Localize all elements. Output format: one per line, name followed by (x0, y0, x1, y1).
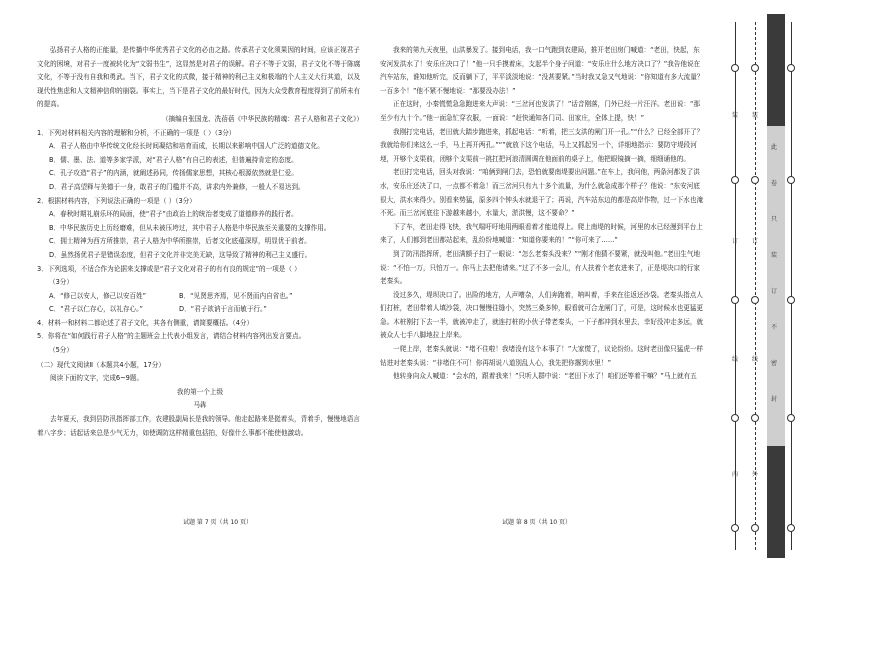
story-paragraph: 正在这时，小秦慌慌急急跑进来大声说：“三岔河也发洪了！”话音刚落，门外已经一片汪洋。老田说：“那至少有九十个。”他一面急忙穿衣服，一面说：“赶快通知各门司、田家庄，全体上提，快！” (380, 100, 700, 122)
q1-option-a: A．君子人格由中华传统文化经长时间凝结和培育而成，长期以来影响中国人广泛的道德文化。 (49, 142, 324, 151)
q2-option-d: D．虽然扬优君子是错误态度，但君子文化并非完美无缺，这导致了精神的利己主义盛行。 (49, 250, 312, 259)
intro-paragraph: 弘扬君子人格的正能量，是传播中华优秀君子文化的必由之路。传承君子文化须果因的时间，应该正视君子文化的困境，对君子一度被转化为“文弱书生”，这显然是对君子的误解。君子不等于文弱，君子文化不等于陈腐文化，不等于没有自我和勇武。当下，君子文化的式微，接于精神的利己主义和极端的个人主义大行其道，以及现代性焦虑和人文精神信仰的崩裂。事实上，当下是君子文化的最好时代，因为大众受教育程度得到了前所未有的提高。 (37, 46, 361, 109)
q2-option-a: A．春秋时期礼崩乐坏的局面，使“君子”由政治上的统治者变成了道德修养的践行者。 (49, 210, 298, 219)
binding-hole (787, 524, 795, 532)
reading-instruction: 阅读下面的文字，完成6~9题。 (50, 374, 144, 383)
q3-option-a: A．“修己以安人，修己以安百姓” (49, 291, 147, 300)
q2-option-b: B．中华民族历史上历经磨难，但从未被压垮过，其中君子人格是中华民族至关重要的支撑作用。 (49, 223, 331, 232)
story-paragraph: 没过多久，堤坝决口了。出险的地方，人声嘈杂，人们奔跑着，呐叫着，手来在往返还沙袋。老秦头指点人们打桩，老田带着人填沙袋，决口慢慢往缝小，突然三桑多钟，眼看就可合龙闸门了，可是，这时候水也更猛更急。木桩刚打下去一半，就被冲走了，就连打桩的小伙子带老秦头，一下子都冲到水里去，幸好没冲走多远，就被众人七手八脚地拉上岸来。 (380, 290, 704, 340)
band-label-char: 封 (771, 396, 778, 403)
binding-char: 装 (732, 112, 739, 119)
question-1: 1．下列对材料相关内容的理解和分析，不正确的一项是（ ）（3分） (37, 128, 236, 137)
band-label-char: 此 (771, 144, 778, 151)
left-page (37, 44, 363, 440)
section-heading: （二）现代文阅读Ⅱ（本题共4小题，17分） (37, 360, 165, 369)
story-title: 我的第一个上级 (176, 387, 224, 396)
question-5: 5．你将在“如何践行君子人格”的主题班会上代表小组发言，请结合材料内容列出发言要点。 (37, 332, 306, 341)
binding-hole (731, 296, 739, 304)
binding-hole (751, 64, 759, 72)
q1-option-d: D．君子高望释与美德于一身，敢君子的门槛并不高，讲求内外兼修，一般人不易达到。 (49, 182, 305, 191)
question-3: 3．下列选项，不适合作为论据来支撑或是“君子文化对君子的有有良的规定”的一项是（ ） (37, 264, 301, 273)
binding-margin (721, 14, 793, 558)
q3-score: （3分） (49, 278, 73, 287)
question-4: 4．材料一和材料二都论述了君子文化，其各有侧重，请简要概括。（4分） (37, 318, 254, 327)
story-author: 马犇 (193, 401, 207, 410)
binding-hole (731, 524, 739, 532)
q2-option-c: C．拥士精神为西方所推崇，君子人格为中华所推崇，后者文化底蕴深厚，明显优于前者。 (49, 237, 311, 246)
story-paragraph: 老田打完电话，回头对我说：“咱俩到闸门去，恐怕就要南堤要出问题。”在车上，我问他，两条河都发了洪水，安乐庄还决了口，一点都不着急！而三岔河只有九十多个流量，为什么就急成那个样子？他说：“东安河底很大，洪水来得少。别看来势猛，原多四个钟头水就退干了；再说，汽车站东边的都是高岸作物，过一下水也淹不死。而三岔河底往下游越来越小，水量大，淤洪慢，这不要命？” (380, 168, 704, 218)
q3-option-c: C．“君子以仁存心，以礼存心。” (49, 305, 143, 314)
binding-hole (731, 64, 739, 72)
band-label-char: 只 (771, 216, 778, 223)
binding-hole (751, 414, 759, 422)
q3-options-row-2 (37, 303, 363, 317)
binding-hole (787, 64, 795, 72)
binding-hole (751, 296, 759, 304)
q1-option-c: C．孔子攻造“君子”的内涵，就阐述孙同，传扬儒家思想，其核心根源依然就是仁爱。 (49, 169, 298, 178)
band-label-char: 不 (771, 324, 778, 331)
page-footer-left: 试题 第 7 页（共 10 页） (183, 519, 252, 526)
story-paragraph: 到了防汛指挥所，老田满额子扫了一眼说：“怎么老秦头没来？”“刚才他猜不要紧，就没叫他。”老田生气地说：“不怕一万，只怕万一。你马上去把他请来。”过了不多一会儿，有人扶着个老农进来了，正是堤决口的行家老秦头。 (380, 249, 701, 286)
binding-hole (787, 414, 795, 422)
binding-hole (751, 176, 759, 184)
binding-char: 内 (732, 471, 739, 478)
binding-char: 订 (732, 238, 739, 245)
story-paragraph: 我来的第九天夜里，山洪暴发了。接到电话，我一口气跑到农建局，推开老田房门喊道：“老田，快起，东安河发洪水了！安乐庄决口了！”他一只手摸着床，支起半个身子问道：“安乐庄什么地方决口了？”我告他说在汽车站东，谁知他听完，反而躺下了，平平淡淡地说：“没甚要紧。”当时我又急又气地说：“你知道有多大流量？一百多个！”他不紧不慢地说：“那要没办法！” (380, 46, 704, 95)
binding-hole (751, 524, 759, 532)
q1-option-b: B．儒、墨、法、道等多家学派，对“君子人格”有自己的表述，但普遍持肯定的态度。 (49, 155, 298, 164)
story-paragraph: 我刚打完电话，老田就大踏步跑进来，抓起电话：“听着，把三支洪的闸门开一孔。”“什么？已经全部开了？我就给你们来这么一手，马上再开两孔。”“”就放下这个电话，马上又抓起另一个，详细地指示：要防守堤段河埂，开够个支渠前，闭够个支渠前一挑扛把河浪清圆调在他面前的桌子上，他把眼镜摘一摘，细细诵他的。 (380, 127, 704, 163)
binding-char: 线 (752, 356, 759, 363)
question-2: 2．根据材料内容，下列说法正确的一项是（ ）（3分） (37, 196, 196, 205)
binding-char: 订 (752, 238, 759, 245)
band-label-char: 订 (771, 288, 778, 295)
source-citation: （摘编自张国龙、冼蓓蓓《中华民族的精魂：君子人格和君子文化》） (161, 114, 363, 123)
q3-options-row-1 (37, 290, 363, 304)
story-paragraph: 他转身向众人喊道：“会水的，跟着我来！”只听人群中说：“老田下水了！咱们还等着干嘛？”马上就有五 (393, 372, 697, 381)
far-binding-line (791, 22, 792, 550)
band-label-char: 卷 (771, 180, 778, 187)
q5-score: （5分） (49, 346, 73, 355)
binding-char: 线 (732, 356, 739, 363)
binding-char: 外 (752, 471, 759, 478)
binding-char: 装 (752, 112, 759, 119)
story-paragraph: 去年夏天，我到县防汛指挥部工作，农建股副局长是我的领导。他走起路来是挺着头，背着手，慢慢地语言着八字步；话起话来总是少气无力，如使调防这样精重包括拍，好像什么事都不能使他激动。 (37, 415, 360, 437)
q3-option-b: B．“见贤思齐焉，见不贤而内自省也。” (179, 291, 293, 300)
page-footer-right: 试题 第 8 页（共 10 页） (502, 519, 571, 526)
right-page (380, 44, 706, 384)
q3-option-d: D．“君子欲讷于言而敏于行。” (179, 305, 267, 314)
story-paragraph: 下了车，老田走得飞快，我气喘吁吁地用两眼看着才能追得上。爬上南堤的时候，河里的水已经漫到平台上来了，人们都到老田都站起来，乱纷纷地喊道：“知道你要来的！”“你可来了……” (380, 222, 703, 245)
band-label-char: 装 (771, 252, 778, 259)
binding-hole (787, 176, 795, 184)
binding-hole (731, 176, 739, 184)
binding-hole (787, 296, 795, 304)
band-label-char: 密 (771, 360, 778, 367)
binding-hole (731, 414, 739, 422)
story-paragraph: 一爬上岸，老秦头就说：“堵不住啦！我堵没有这个本事了！”大家慌了，议论纷纷。这时老田像只猛虎一样钻进对老秦头说：“非堵住不可！你再胡说八道别乱人心，我先把你撂到水里！” (380, 345, 704, 367)
